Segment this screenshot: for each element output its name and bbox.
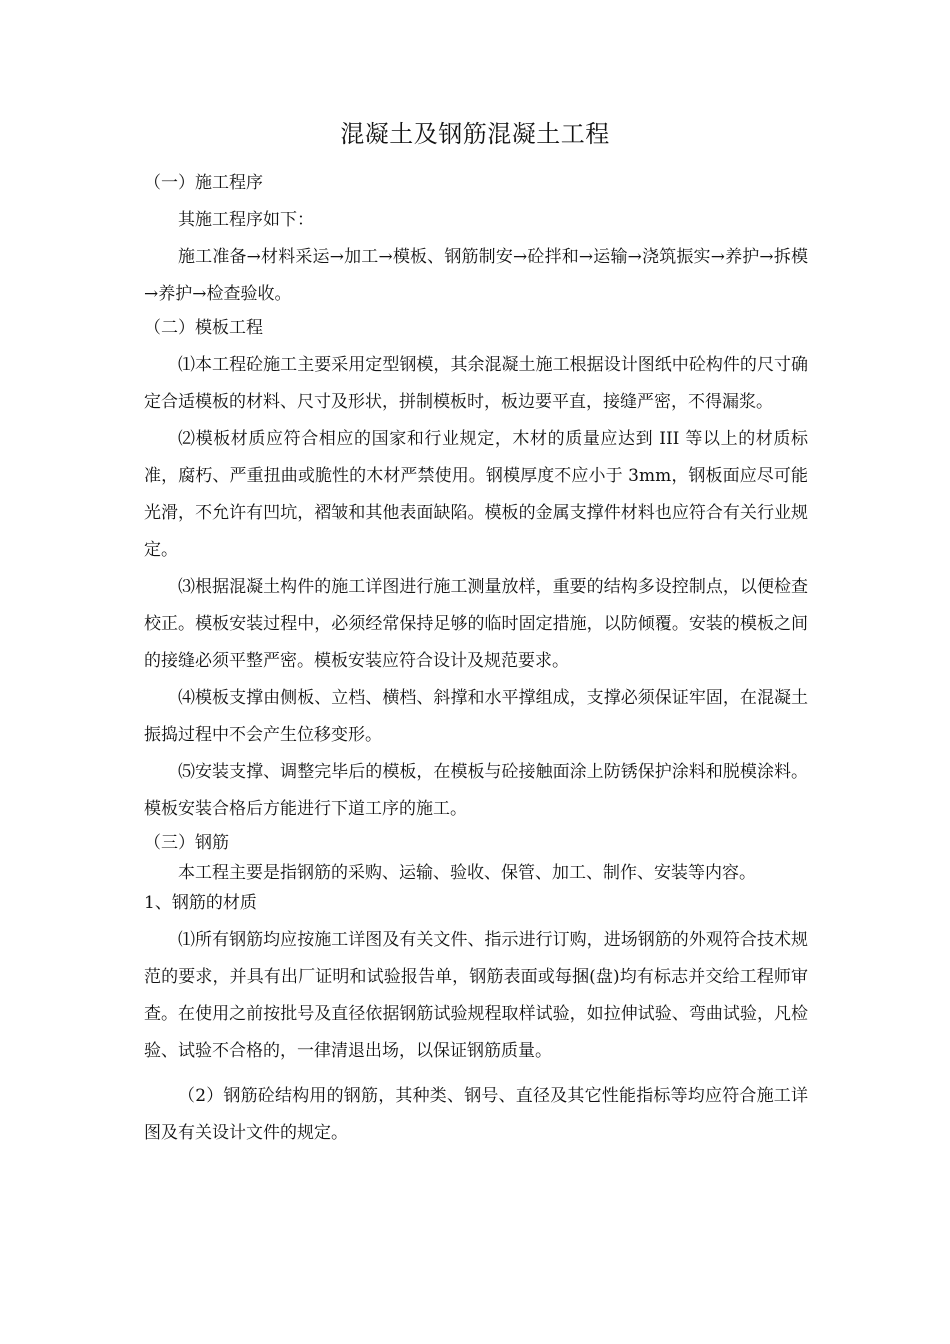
subheading-3-1: 1、钢筋的材质	[144, 893, 257, 913]
paragraph-3-1: ⑴所有钢筋均应按施工详图及有关文件、指示进行订购，进场钢筋的外观符合技术规范的要求，并具有出厂证明和试验报告单，钢筋表面或每捆(盘)均有标志并交给工程师审查。在使用之前按批号及直径依据钢筋试验规程取样试验，如拉伸试验、弯曲试验，凡检验、试验不合格的，一律清退出场，以保证钢筋质量。	[144, 930, 808, 1061]
page-title: 混凝土及钢筋混凝土工程	[340, 120, 610, 148]
paragraph-2-3: ⑶根据混凝土构件的施工详图进行施工测量放样，重要的结构多设控制点，以便检查校正。模板安装过程中，必须经常保持足够的临时固定措施，以防倾覆。安装的模板之间的接缝必须平整严密。模板安装应符合设计及规范要求。	[144, 577, 808, 671]
paragraph-3-2: （2）钢筋砼结构用的钢筋，其种类、钢号、直径及其它性能指标等均应符合施工详图及有关设计文件的规定。	[144, 1086, 808, 1143]
paragraph-2-4: ⑷模板支撑由侧板、立档、横档、斜撑和水平撑组成，支撑必须保证牢固，在混凝土振捣过程中不会产生位移变形。	[144, 688, 808, 745]
document-body	[144, 168, 808, 1152]
paragraph-3-intro: 本工程主要是指钢筋的采购、运输、验收、保管、加工、制作、安装等内容。	[178, 863, 756, 883]
paragraph-2-2: ⑵模板材质应符合相应的国家和行业规定，木材的质量应达到 III 等以上的材质标准，腐朽、严重扭曲或脆性的木材严禁使用。钢模厚度不应小于 3mm，钢板面应尽可能光滑，不允许有凹坑，褶皱和其他表面缺陷。模板的金属支撑件材料也应符合有关行业规定。	[144, 429, 808, 560]
paragraph-1-2: 施工准备→材料采运→加工→模板、钢筋制安→砼拌和→运输→浇筑振实→养护→拆模→养护→检查验收。	[144, 247, 808, 304]
section-heading-3: （三）钢筋	[144, 833, 229, 853]
paragraph-2-1: ⑴本工程砼施工主要采用定型钢模，其余混凝土施工根据设计图纸中砼构件的尺寸确定合适模板的材料、尺寸及形状，拼制模板时，板边要平直，接缝严密，不得漏浆。	[144, 355, 808, 412]
paragraph-1-1: 其施工程序如下：	[178, 210, 314, 230]
paragraph-2-5: ⑸安装支撑、调整完毕后的模板，在模板与砼接触面涂上防锈保护涂料和脱模涂料。模板安装合格后方能进行下道工序的施工。	[144, 762, 808, 819]
section-heading-1: （一）施工程序	[144, 173, 263, 193]
section-heading-2: （二）模板工程	[144, 318, 263, 338]
